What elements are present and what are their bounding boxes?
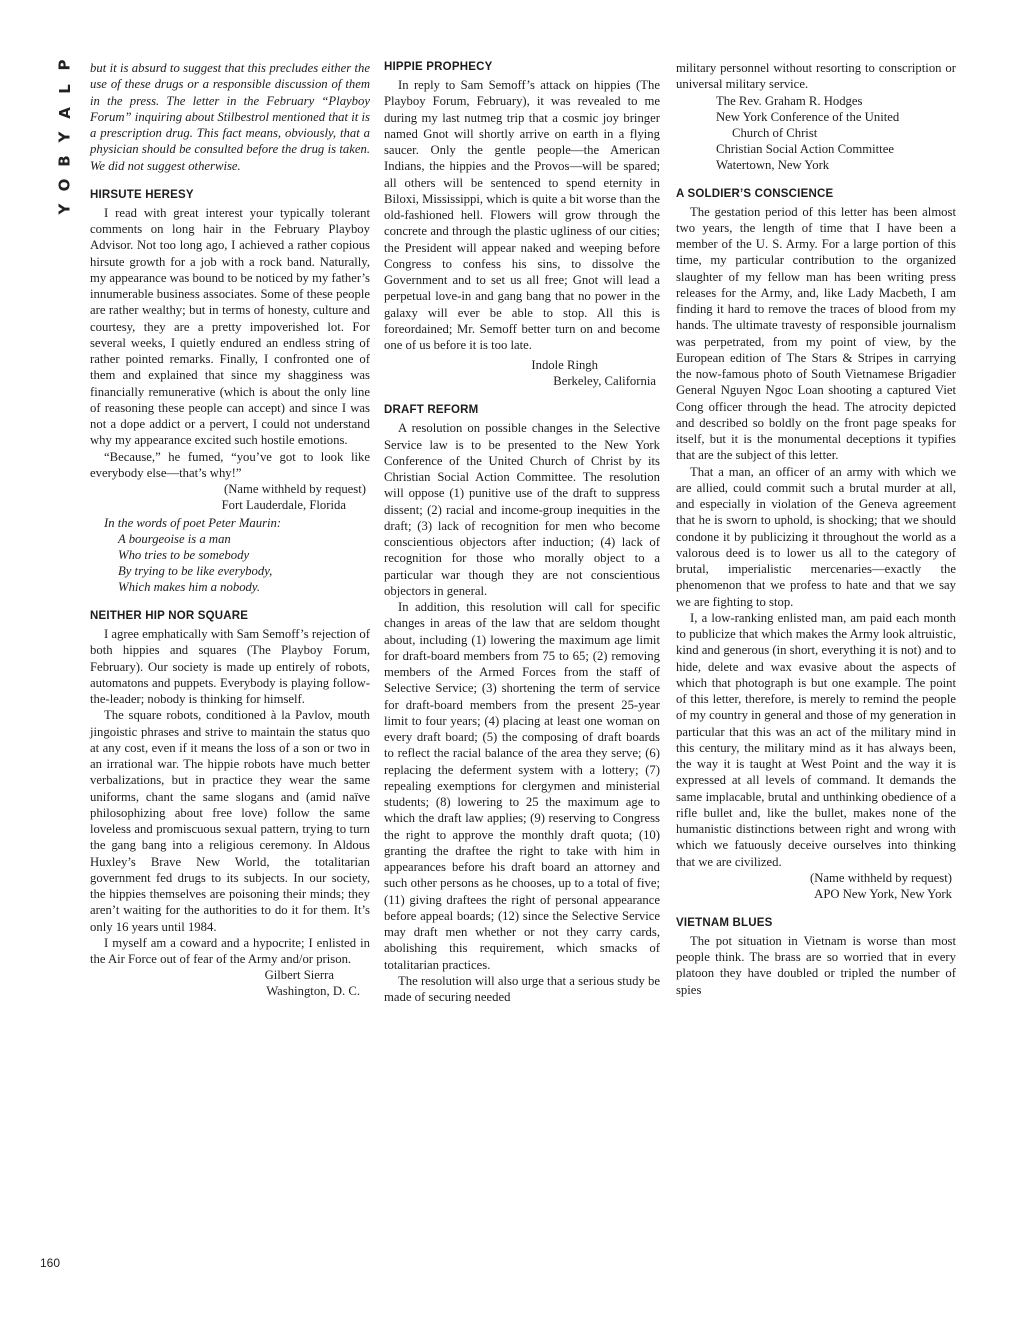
signature-name: Indole Ringh xyxy=(531,358,598,373)
poem-intro: In the words of poet Peter Maurin: xyxy=(104,516,282,530)
title-letter: Y xyxy=(55,203,74,215)
signature xyxy=(90,967,370,999)
heading-neither-hip-nor-square: NEITHER HIP NOR SQUARE xyxy=(90,610,249,622)
title-letter: P xyxy=(55,59,74,71)
heading-hirsute-heresy: HIRSUTE HERESY xyxy=(90,188,194,201)
letter-paragraph: “Because,” he fumed, “you’ve got to look like everybody else—that’s why!” xyxy=(90,449,370,480)
signature-location: Fort Lauderdale, Florida xyxy=(221,498,346,512)
poem-line: Which makes him a nobody. xyxy=(118,580,261,594)
title-letter: L xyxy=(55,84,74,94)
signature xyxy=(676,870,956,902)
letter-paragraph: In reply to Sam Semoff’s attack on hippies (The Playboy Forum, February), it was revealed to me during my last nutmeg trip that a cosmic joy bringer named Gnot will shortly arrive on earth in a flying saucer. Only the gentle people—the American Indians, the hippies and the Provos—will be spared; all others will be sentenced to spend eternity in Biloxi, Mississippi, which is quite a bit worse than the old-fashioned hell. Flowers will grow through the concrete and through the plastic ugliness of our cities; the President will appear naked and weeping before Congress to confess his sins, to dissolve the Government and to set us all free; Gnot will lead a perpetual love-in and gang bang that no power in the galaxy will ever be able to stop. All this is foreordained; Mr. Semoff better turn on and become one of us before it is too late. xyxy=(384,78,660,352)
signature-name: (Name withheld by request) xyxy=(224,482,366,496)
letter-paragraph: In addition, this resolution will call for specific changes in areas of the law that are seldom thought about, including (1) lowering the maximum age limit for draft-board members from 75 to 65; (2) removing members of the Armed Forces from the staff of Selective Service; (3) shortening the term of service for draft-board members from the present 25-year limit to four years; (4) placing at least one woman on every draft board; (5) the composing of draft boards to reflect the racial balance of the area they serve; (6) replacing the deferment system with a lottery; (7) repealing exemptions for clergymen and ministerial students; (8) lowering to 25 the maximum age to which the draft law applies; (9) reserving to Congress the right to approve the monthly draft quota; (10) granting the draftee the right to take with him in appearances before his draft board an attorney and such other persons as he chooses, up to a total of five; (11) giving draftees the right of personal appearance before appeal boards; (12) since the Selective Service may draft men whether or not they carry cards, abolishing this requirement, which smacks of totalitarian practices. xyxy=(384,600,660,972)
letter-paragraph: The resolution will also urge that a serious study be made of securing needed xyxy=(384,973,660,1004)
poem-line: A bourgeoise is a man xyxy=(118,532,231,546)
signature xyxy=(90,481,370,513)
letter-paragraph: The square robots, conditioned à la Pavlov, mouth jingoistic phrases and strive to maintain the status quo at any cost, even if it means the loss of a son or two in an irrational war. The hippie robots have much better verbalizations, but in practice they wear the same uniforms, chant the same slogans and (amid naïve philosophizing about free love) follow the same loveless and promiscuous sexual pattern, trying to turn the gang bang into a religious ceremony. In Aldous Huxley’s Brave New World, the totalitarian government fed drugs to its subjects. In our society, the hippies themselves are poisoning their minds; they aren’t waiting for the authorities to do it for them. It’s only 16 years until 1984. xyxy=(90,708,370,934)
heading-a-soldiers-conscience: A SOLDIER’S CONSCIENCE xyxy=(676,187,834,200)
letter-paragraph: military personnel without resorting to conscription or universal military service. xyxy=(676,61,956,92)
heading-vietnam-blues: VIETNAM BLUES xyxy=(676,916,773,929)
letter-paragraph: I read with great interest your typically tolerant comments on long hair in the February Playboy Advisor. Not too long ago, I achieved a rather copious hirsute growth for a job with a rock band. Naturally, my appearance was bound to be noticed by my father’s innumerable business associates. Some of these people are rather wealthy; but in terms of honesty, culture and courtesy, they are a pretty impoverished lot. For several weeks, I quietly endured an endless string of rather pointed remarks. Finally, I confronted one of them and explained that since my shagginess was financially remunerative (which is about the only line of reasoning these people can accept) and since I was not a dope addict or a pervert, I could not understand why my appearance excited such hostile emotions. xyxy=(90,205,370,448)
signature-name: (Name withheld by request) xyxy=(810,870,952,885)
signature-location: Berkeley, California xyxy=(553,374,656,389)
title-letter: A xyxy=(55,107,74,119)
letter-paragraph: I myself am a coward and a hypocrite; I enlisted in the Air Force out of fear of the Army and/or prison. xyxy=(90,935,370,966)
title-letter: B xyxy=(55,155,74,167)
letter-paragraph: The gestation period of this letter has been almost two years, the length of time that I have been a member of the U. S. Army. For a large portion of this time, my particular contribution to the organized slaughter of my fellow man has been writing press releases for the Army, and, like Lady Macbeth, I am finding it hard to remove the traces of blood from my hands. The ultimate travesty of responsible journalism was perpetrated, from my point of view, by the European edition of The Stars & Stripes in carrying the now-famous photo of South Vietnamese Brigadier General Nguyen Ngoc Loan shooting a captured Viet Cong officer through the head. The atrocity depicted and described so boldly on the front page speaks for itself, but it is the monumental deceptions it typifies that are the subject of this letter. xyxy=(676,204,956,463)
letter-paragraph: I agree emphatically with Sam Semoff’s rejection of both hippies and squares (The Playboy Forum, February). Our society is made up entirely of robots, automatons and puppets. Everybody is playing follow-the-leader; nobody is thinking for himself. xyxy=(90,627,370,706)
poem-line: Who tries to be somebody xyxy=(118,548,250,562)
heading-draft-reform: DRAFT REFORM xyxy=(384,404,479,417)
letter-paragraph: The pot situation in Vietnam is worse than most people think. The brass are so worried that in every platoon they have doubled or tripled the number of spies xyxy=(676,933,956,997)
column-2 xyxy=(384,60,660,1005)
signature xyxy=(676,93,956,173)
signature-name: The Rev. Graham R. Hodges xyxy=(716,93,863,108)
letter-paragraph: I, a low-ranking enlisted man, am paid each month to publicize that which makes the Army look altruistic, kind and generous (in short, everything it is not) and to hide, delete and wax evasive about the aspects of which that photograph is but one example. The point of this letter, therefore, is merely to remind the people of my country in general and those of my generation in particular that this was an act of the military mind in this century, the military mind as it has always been, the way it is taught at West Point and the way it is expressed at all levels of command. It demands the same implacable, brutal and unthinking obedience of a rifle bullet and, like the bullet, makes none of the humanistic distinctions between right and wrong with which we fatuously deceive ourselves into thinking that we are civilized. xyxy=(676,610,956,869)
signature-org: Christian Social Action Committee xyxy=(716,141,894,156)
signature xyxy=(384,357,660,389)
letter-paragraph: A resolution on possible changes in the Selective Service law is to be presented to the New York Conference of the United Church of Christ by its Christian Social Action Committee. The resolution will oppose (1) punitive use of the draft to suppress dissent; (2) racial and income-group inequities in the draft; (3) lack of recognition for men who become conscientious objectors after induction; (4) lack of recognition for those who morally object to a particular war though they are not conscientious objectors in general. xyxy=(384,421,660,598)
signature-name: Gilbert Sierra xyxy=(264,968,334,983)
signature-location: Washington, D. C. xyxy=(266,984,360,999)
page-number: 160 xyxy=(40,1256,61,1270)
title-letter: O xyxy=(55,178,74,192)
signature-org: New York Conference of the United xyxy=(716,109,900,124)
heading-hippie-prophecy: HIPPIE PROPHECY xyxy=(384,61,493,73)
signature-location: Watertown, New York xyxy=(716,157,830,172)
column-1 xyxy=(90,60,370,999)
signature-location: APO New York, New York xyxy=(814,886,952,901)
signature-org: Church of Christ xyxy=(732,125,818,140)
editor-reply: but it is absurd to suggest that this precludes either the use of these drugs or a responsible discussion of them in the press. The letter in the February “Playboy Forum” inquiring about Stilbestrol mentioned that it is a prescription drug. This fact means, obviously, that a physician should be consulted before the drug is taken. We did not suggest otherwise. xyxy=(90,61,370,173)
poem xyxy=(90,531,370,595)
magazine-title-vertical xyxy=(55,58,74,216)
title-letter: Y xyxy=(55,131,74,143)
letter-paragraph: That a man, an officer of an army with which we are allied, could commit such a brutal murder at all, and especially in violation of the Geneva agreement that he is sworn to uphold, is shocking; that we should condone it by publicizing it throughout the world as a valorous deed is to lower us all to the category of brutal, imperialistic mercenaries—exactly the phenomenon that we profess to hate and that we say we are fighting to stop. xyxy=(676,464,956,609)
poem-line: By trying to be like everybody, xyxy=(118,564,273,578)
column-3 xyxy=(676,60,956,998)
